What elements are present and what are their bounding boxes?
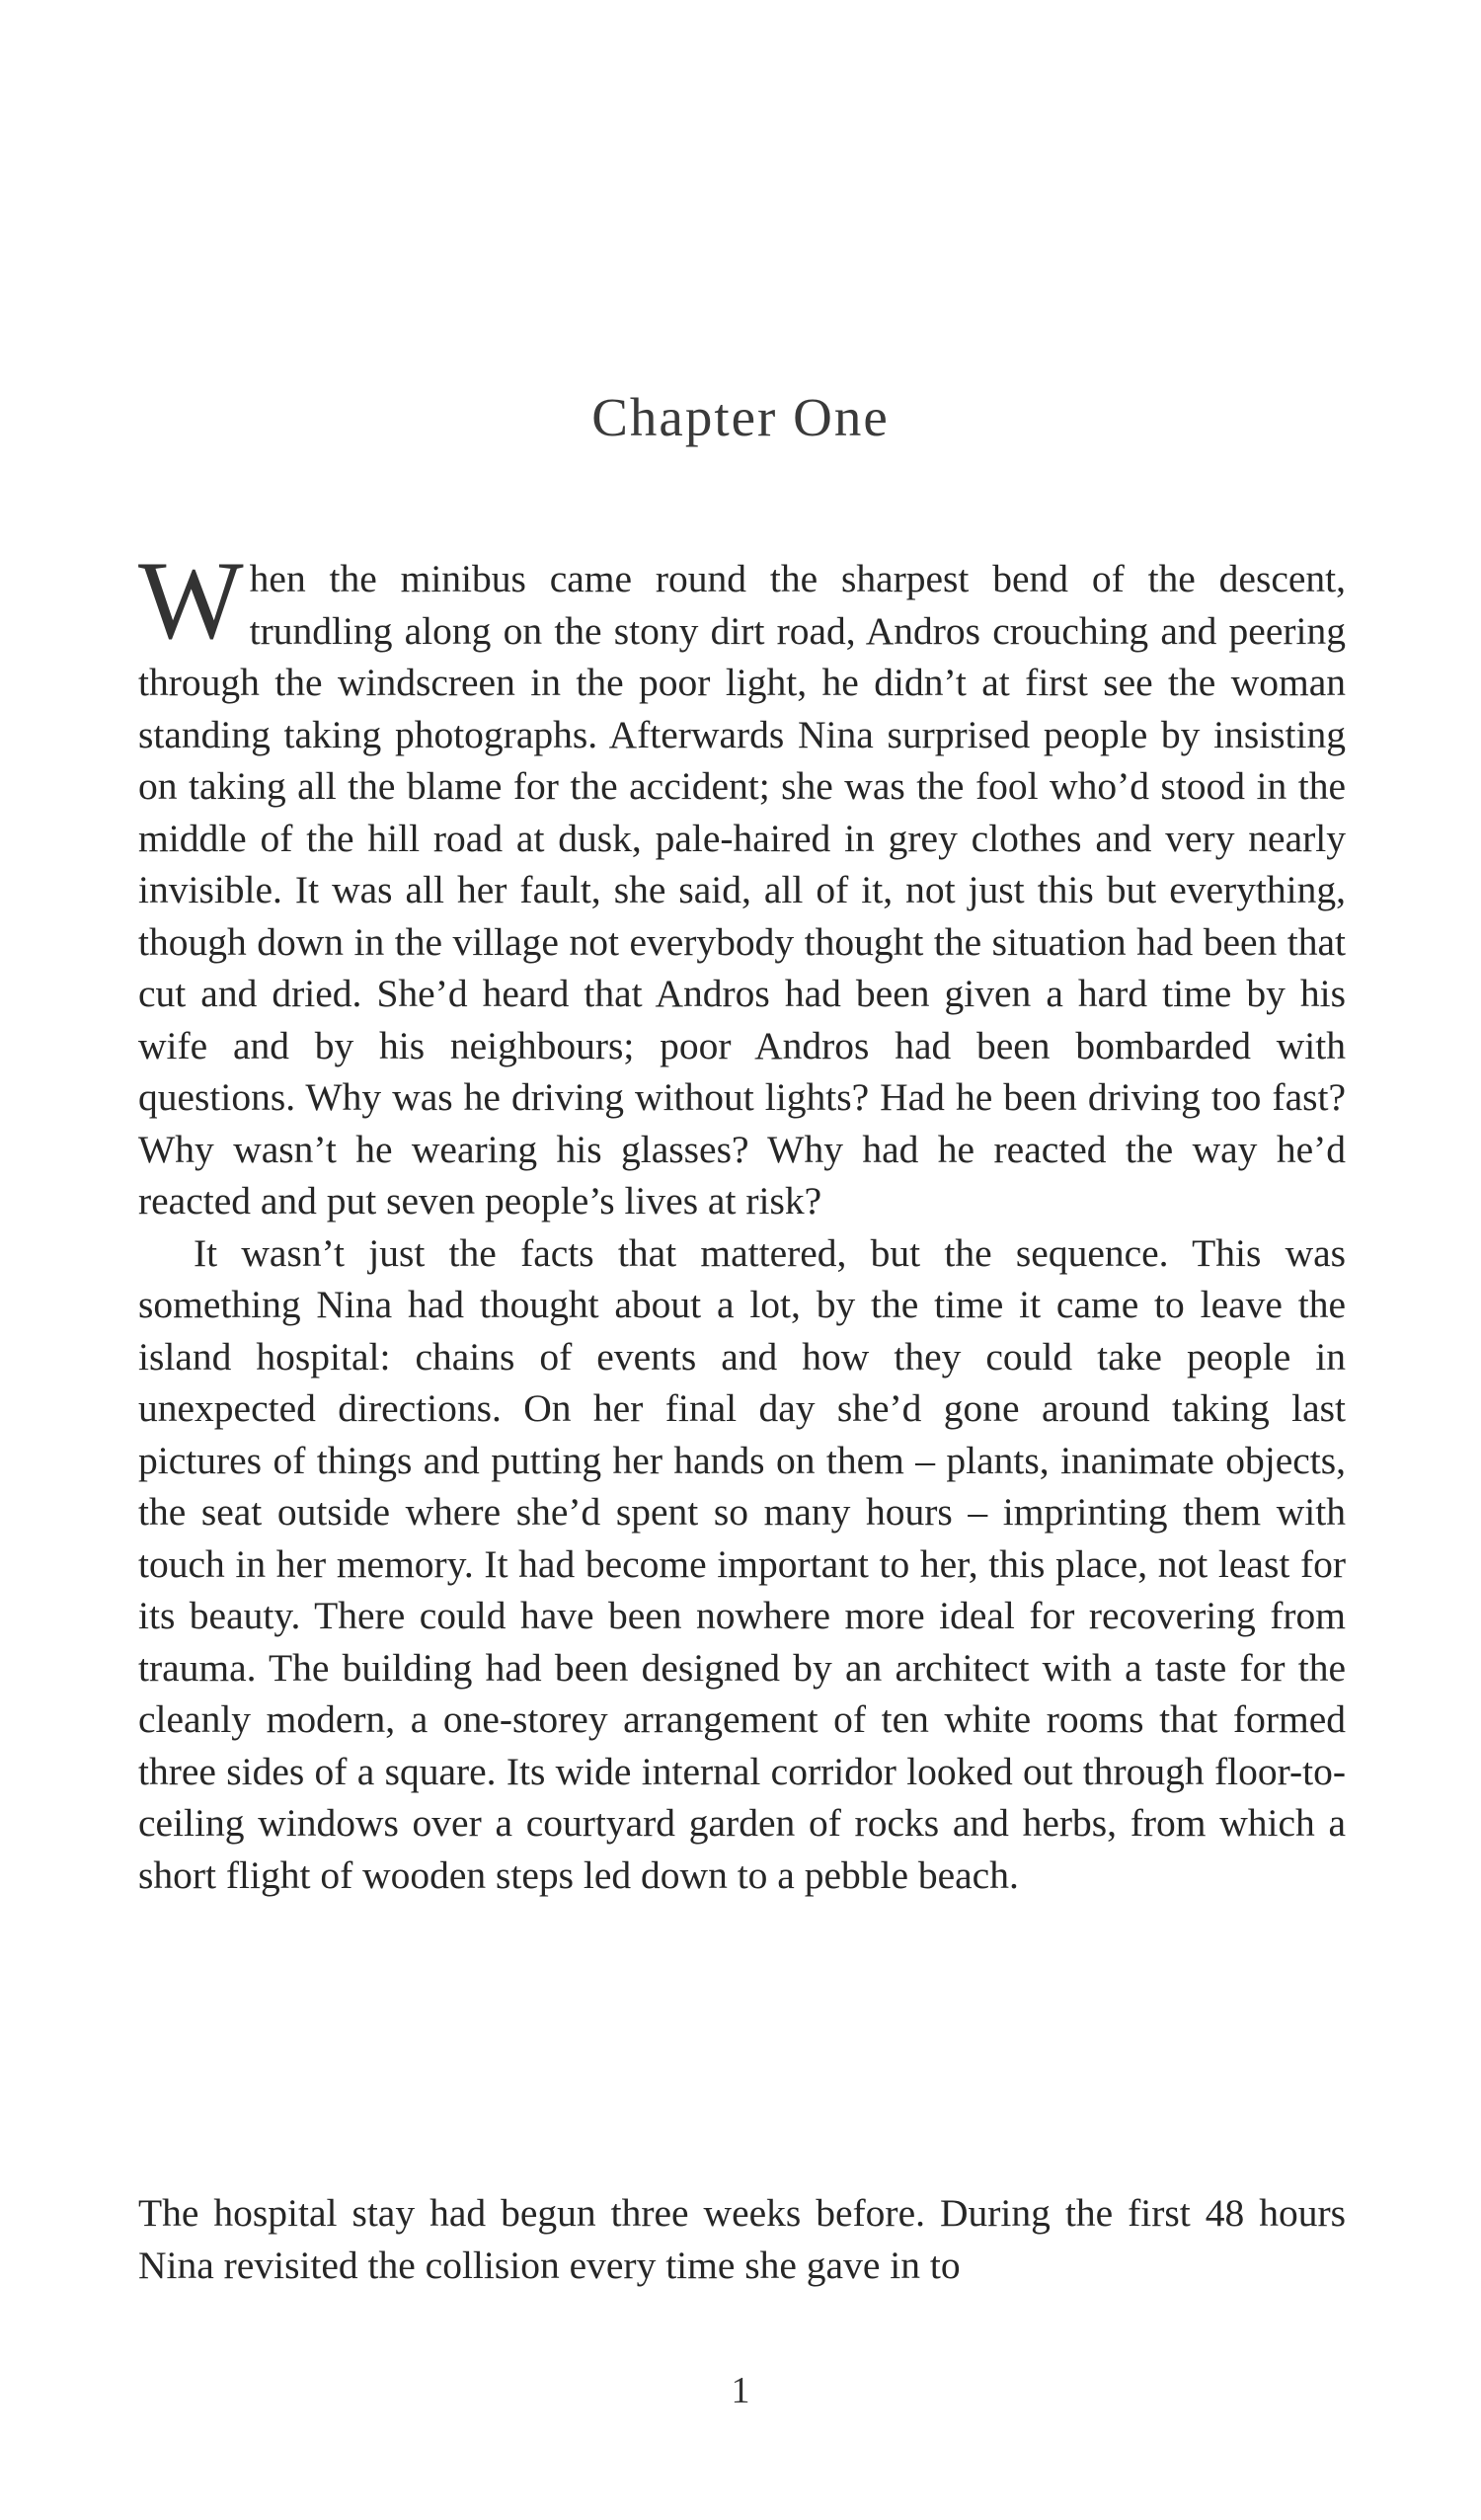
paragraph-opening-text: hen the minibus came round the sharpest bend of the descent, trundling along on the stony dirt road, Andros crouching and peering through the windscreen in the poor light, he didn’t at first see the woman standing taking photographs. Afterwards Nina surprised people by insisting on taking all the blame for the accident; she was the fool who’d stood in the middle of the hill road at dusk, pale-haired in grey clothes and very nearly invisible. It was all her fault, she said, all of it, not just this but everything, though down in the village not everybody thought the situation had been that cut and dried. She’d heard that Andros had been given a hard time by his wife and by his neighbours; poor Andros had been bombarded with questions. Why was he driving without lights? Had he been driving too fast? Why wasn’t he wearing his glasses? Why had he reacted the way he’d reacted and put seven people’s lives at risk?: [138, 557, 1346, 1222]
drop-cap: W: [138, 539, 244, 663]
paragraph-after-break: The hospital stay had begun three weeks before. During the first 48 hours Nina revisited the collision every time she gave in to: [138, 2191, 1346, 2287]
paragraph-second: It wasn’t just the facts that mattered, but the sequence. This was something Nina had thought about a lot, by the time it came to leave the island hospital: chains of events and how they could take people in unexpected directions. On her final day she’d gone around taking last pictures of things and putting her hands on them – plants, inanimate objects, the seat outside where she’d spent so many hours – imprinting them with touch in her memory. It had become important to her, this place, not least for its beauty. There could have been nowhere more ideal for recovering from trauma. The building had been designed by an architect with a taste for the cleanly modern, a one-storey arrangement of ten white rooms that formed three sides of a square. Its wide internal corridor looked out through floor-to-ceiling windows over a courtyard garden of rocks and herbs, from which a short flight of wooden steps led down to a pebble beach.: [138, 1230, 1346, 1897]
section-break-continuation: [138, 2187, 1346, 2291]
section-opening: [138, 539, 1346, 1901]
paragraph-opening: [138, 539, 1346, 1227]
page-number: 1: [731, 2370, 750, 2411]
chapter-title: Chapter One: [591, 387, 890, 447]
